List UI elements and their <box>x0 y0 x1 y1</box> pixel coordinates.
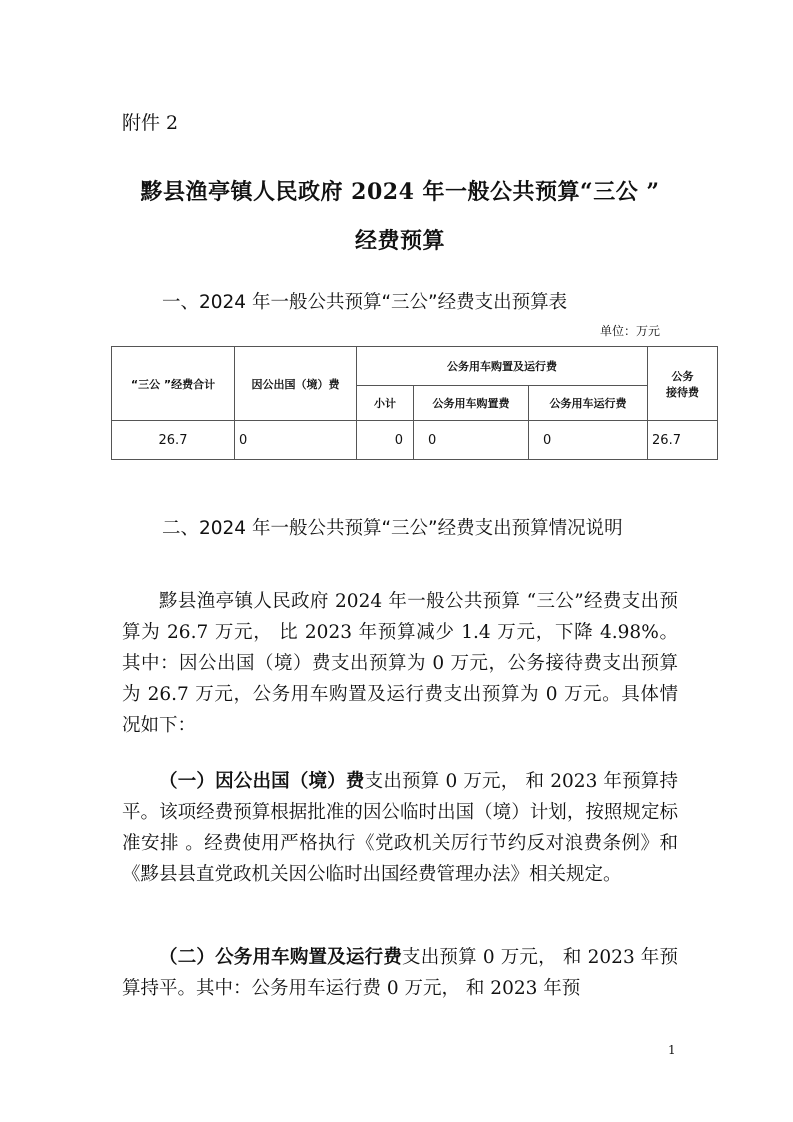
paragraph1: 黟县渔亭镇人民政府 2024 年一般公共预算 “三公”经费支出预算为 26.7 万元， 比 2023 年预算减少 1.4 万元，下降 4.98%。其中：因公出国（境）费支出预算为 0 万元，公务接待费支出预算为 26.7 万元，公务用车购置及运行费支出预算为 0 万元。具体情况如下： <box>122 591 678 736</box>
paragraph-vehicle <box>122 942 678 1004</box>
document-title-line1: 黟县渔亭镇人民政府 2024 年一般公共预算“三公 ” <box>140 179 660 205</box>
header-total: “三公 ”经费合计 <box>112 347 235 421</box>
cell-subtotal: 0 <box>357 421 414 460</box>
paragraph2-body: 支出预算 0 万元， 和 2023 年预算持平。该项经费预算根据批准的因公临时出国（境）计划，按照规定标准安排 。经费使用严格执行《党政机关厉行节约反对浪费条例》和《黟县县直党政机关因公临时出国经费管理办法》相关规定。 <box>122 771 678 885</box>
section1-heading: 一、2024 年一般公共预算“三公”经费支出预算表 <box>162 292 568 313</box>
attachment-label: 附件 2 <box>122 112 179 134</box>
section2-heading: 二、2024 年一般公共预算“三公”经费支出预算情况说明 <box>162 518 623 539</box>
paragraph3-body: 支出预算 0 万元， 和 2023 年预算持平。其中：公务用车运行费 0 万元， 和 2023 年预 <box>122 947 678 999</box>
document-title-line2: 经费预算 <box>354 228 445 254</box>
section2-heading-block <box>122 513 678 544</box>
header-reception-line1: 公务 <box>671 369 694 383</box>
table-row <box>112 421 718 460</box>
header-subtotal: 小计 <box>357 386 414 421</box>
cell-abroad: 0 <box>235 421 357 460</box>
cell-total: 26.7 <box>112 421 235 460</box>
header-abroad: 因公出国（境）费 <box>235 347 357 421</box>
cell-vehicle-purchase: 0 <box>414 421 529 460</box>
paragraph2 <box>122 766 678 890</box>
unit-label: 单位：万元 <box>600 324 661 338</box>
cell-vehicle-operation: 0 <box>529 421 648 460</box>
paragraph-abroad <box>122 766 678 890</box>
page-number: 1 <box>668 1043 676 1057</box>
cell-reception: 26.7 <box>648 421 718 460</box>
paragraph3 <box>122 942 678 1004</box>
header-reception-line2: 接待费 <box>666 385 700 399</box>
paragraph3-lead: （二）公务用车购置及运行费 <box>159 947 403 968</box>
header-vehicle-purchase: 公务用车购置费 <box>414 386 529 421</box>
paragraph2-lead: （一）因公出国（境）费 <box>159 771 365 792</box>
header-vehicle-operation: 公务用车运行费 <box>529 386 648 421</box>
paragraph-summary <box>122 586 678 741</box>
header-vehicle-group: 公务用车购置及运行费 <box>357 347 648 386</box>
header-reception <box>648 347 718 421</box>
budget-table <box>111 346 718 460</box>
